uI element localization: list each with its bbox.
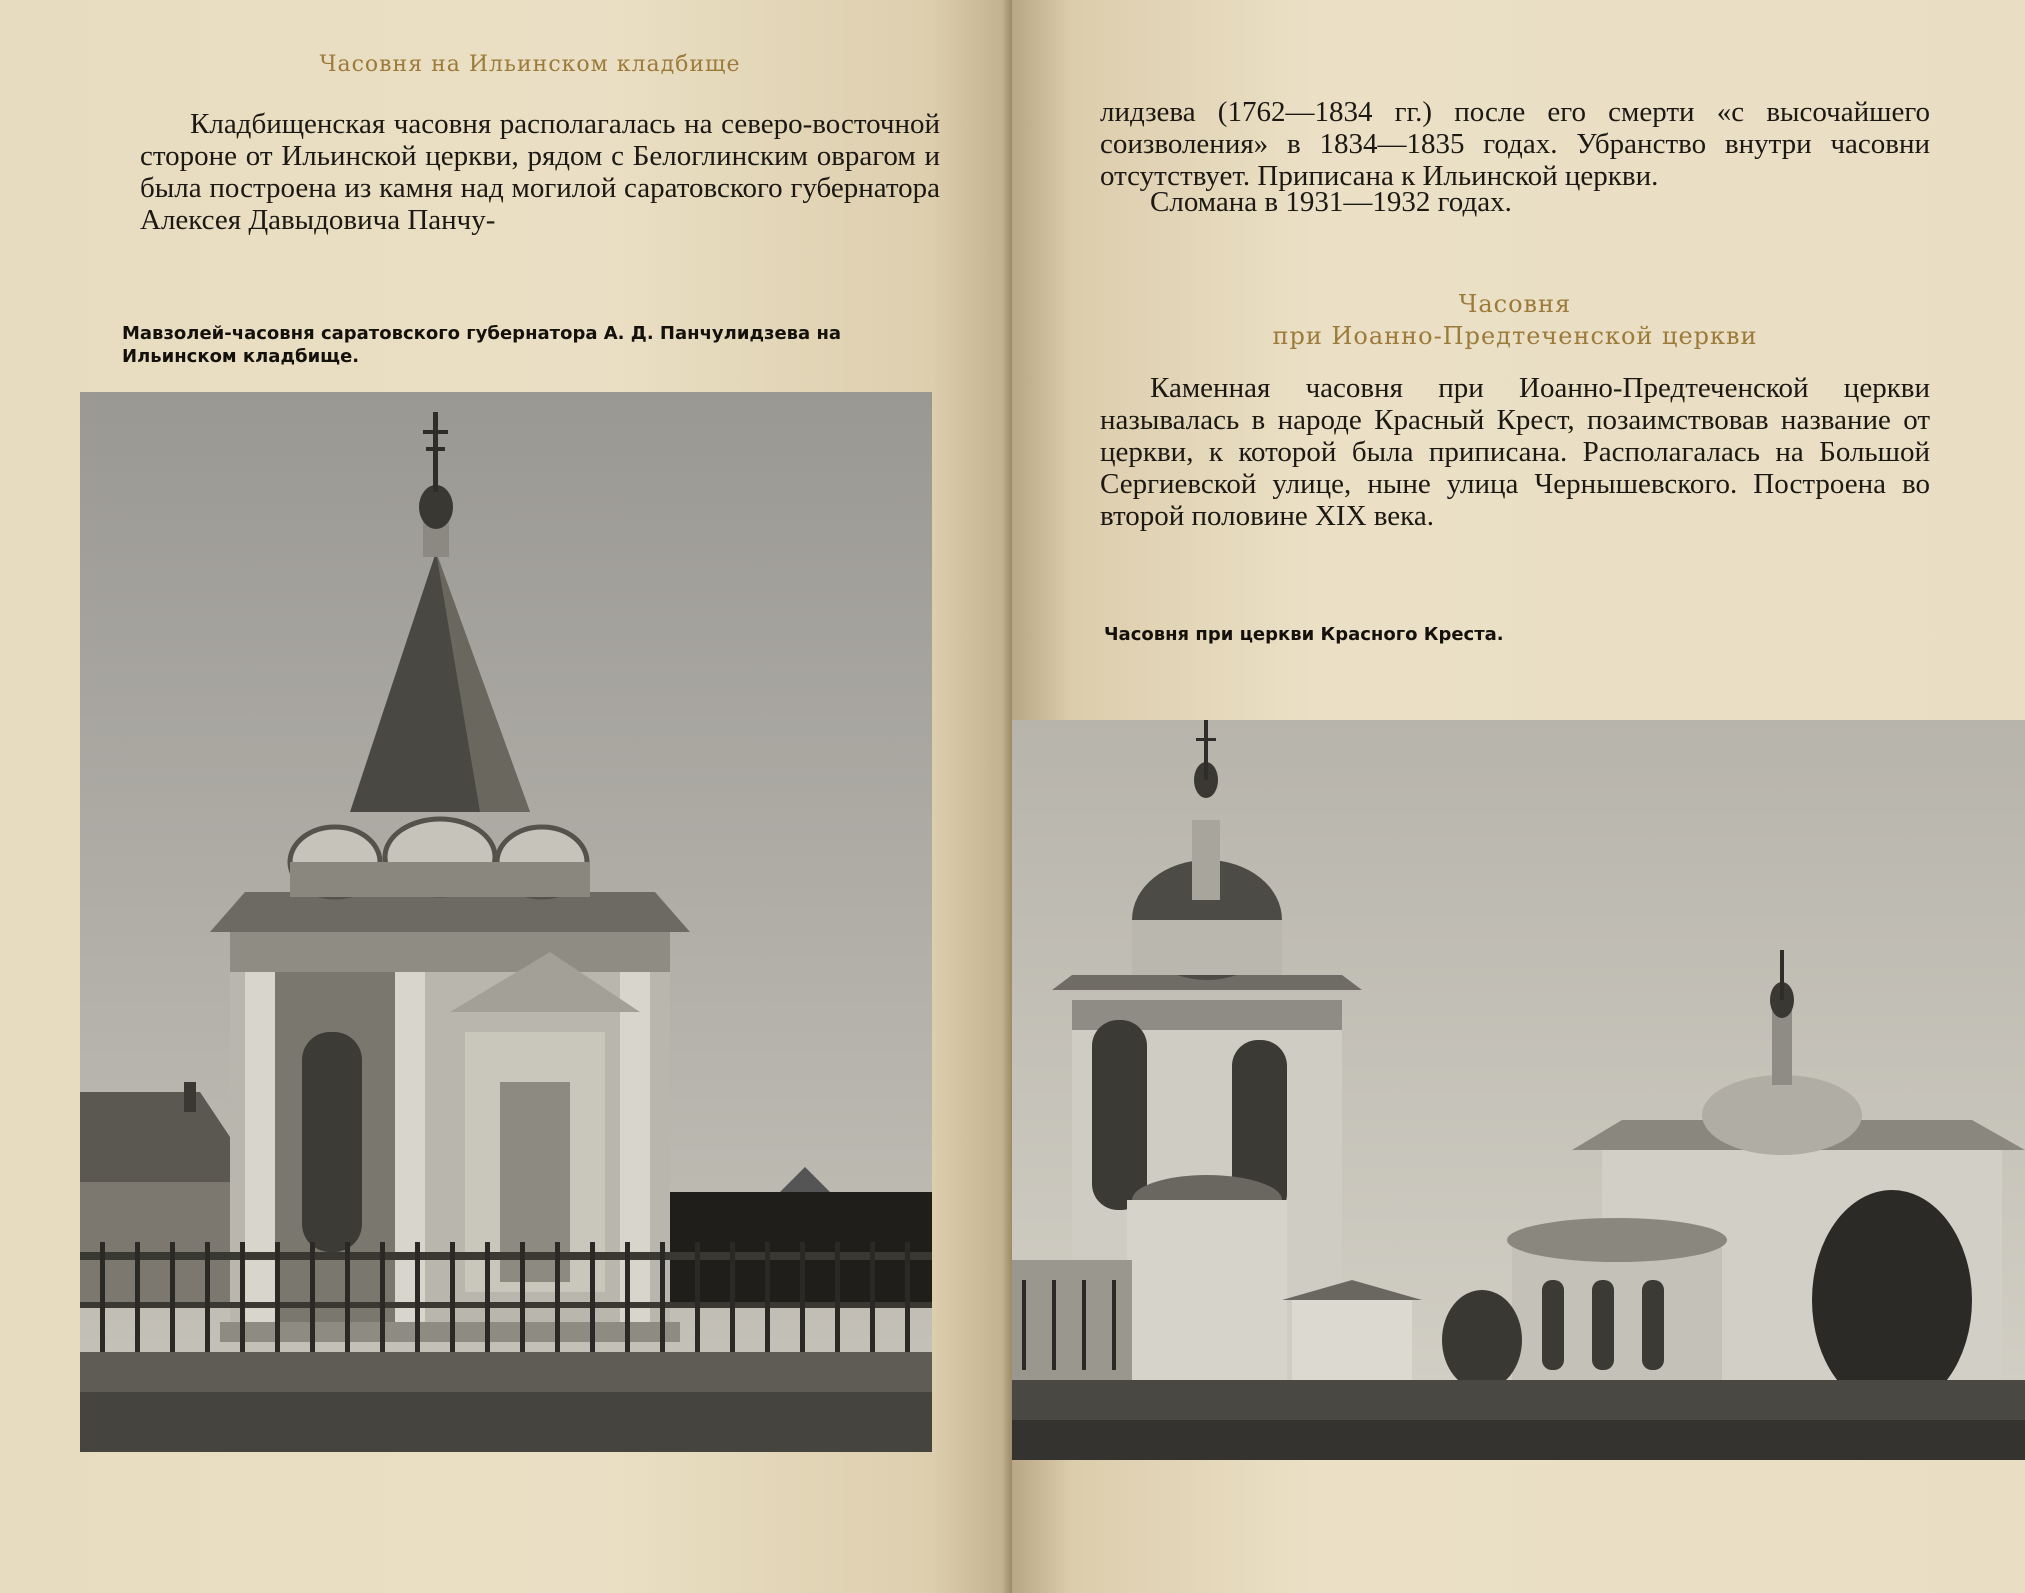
right-heading-line2: при Иоанно-Предтеченской церкви [1272, 322, 1758, 350]
left-paragraph: Кладбищенская часовня располагалась на северо-восточной стороне от Ильинской церкви, рядом с Белоглинским оврагом и была построена из камня над могилой саратовского губернатора Алексея Давыдовича Панчу- [140, 108, 940, 236]
right-heading-line1: Часовня [1458, 290, 1572, 318]
left-caption: Мавзолей-часовня саратовского губернатора А. Д. Панчулидзева на Ильинском кладбище. [122, 323, 842, 367]
church-photo-icon [1012, 720, 2025, 1460]
chapel-photo [80, 392, 932, 1452]
left-page [0, 0, 1012, 1593]
right-closing-line: Сломана в 1931—1932 годах. [1150, 186, 1512, 218]
chapel-photo-icon [80, 392, 932, 1452]
right-page [1012, 0, 2025, 1593]
church-photo [1012, 720, 2025, 1460]
right-paragraph: Каменная часовня при Иоанно-Предтеченской церкви называлась в народе Красный Крест, позаимствовав название от церкви, к которой была приписана. Располагалась на Большой Сергиевской улице, ныне улица Чернышевского. Построена во второй половине XIX века. [1100, 372, 1930, 532]
left-heading: Часовня на Ильинском кладбище [319, 52, 741, 77]
right-caption: Часовня при церкви Красного Креста. [1104, 624, 1504, 645]
right-continuation: лидзева (1762—1834 гг.) после его смерти «с высочайшего соизволения» в 1834—1835 годах. Убранство внутри часовни отсутствует. Приписана к Ильинской церкви. [1100, 96, 1930, 192]
